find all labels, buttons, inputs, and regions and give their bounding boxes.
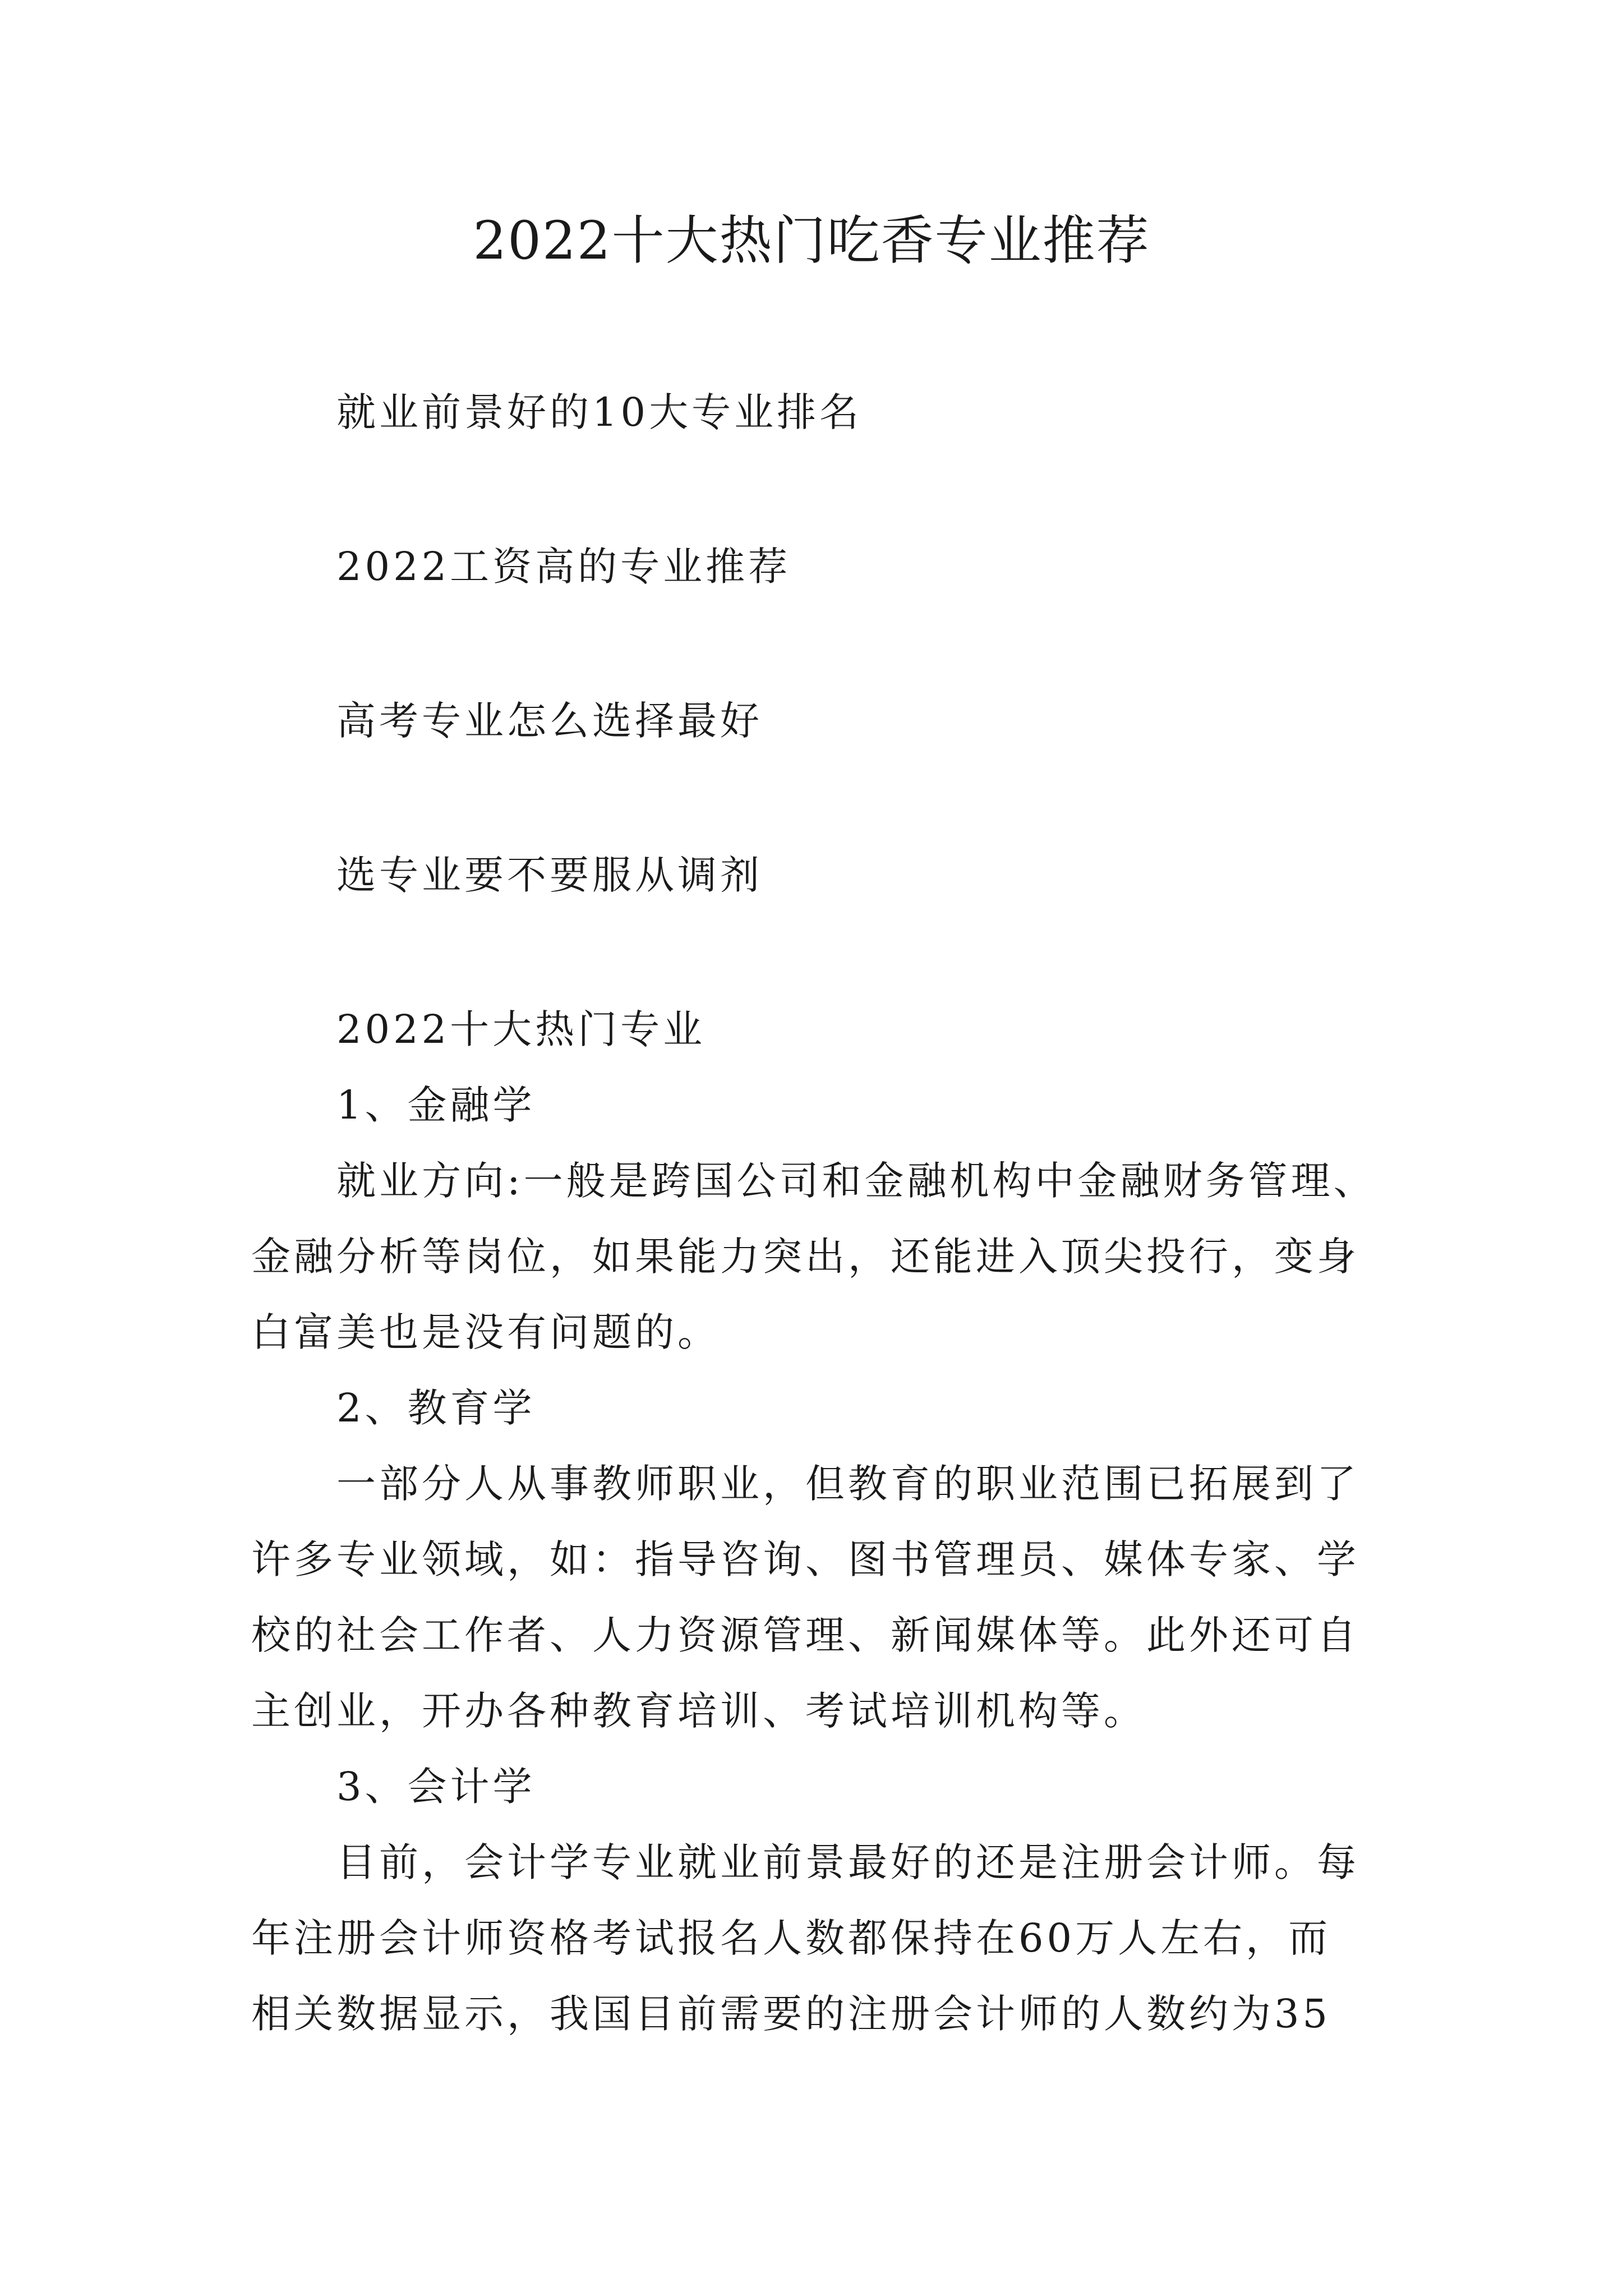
section-heading: 2022十大热门专业	[336, 1006, 706, 1052]
paragraph-line: 就业方向:一般是跨国公司和金融机构中金融财务管理、	[336, 1158, 1376, 1204]
item-heading-accounting: 3、会计学	[336, 1764, 536, 1810]
item-heading-education: 2、教育学	[336, 1385, 536, 1431]
link-top-10-majors[interactable]: 就业前景好的10大专业排名	[336, 389, 863, 435]
paragraph-line: 金融分析等岗位，如果能力突出，还能进入顶尖投行，变身	[251, 1234, 1359, 1280]
link-high-salary-majors[interactable]: 2022工资高的专业推荐	[336, 544, 791, 590]
paragraph-line: 许多专业领域，如：指导咨询、图书管理员、媒体专家、学	[251, 1536, 1359, 1582]
link-major-adjustment[interactable]: 选专业要不要服从调剂	[336, 852, 763, 898]
paragraph-line: 主创业，开办各种教育培训、考试培训机构等。	[251, 1688, 1146, 1734]
paragraph-line: 目前，会计学专业就业前景最好的还是注册会计师。每	[336, 1839, 1359, 1885]
paragraph-line: 校的社会工作者、人力资源管理、新闻媒体等。此外还可自	[251, 1612, 1359, 1658]
paragraph-line: 白富美也是没有问题的。	[251, 1309, 720, 1355]
link-choose-major[interactable]: 高考专业怎么选择最好	[336, 698, 763, 744]
paragraph-line: 一部分人从事教师职业，但教育的职业范围已拓展到了	[336, 1461, 1359, 1507]
paragraph-line: 年注册会计师资格考试报名人数都保持在60万人左右，而	[251, 1915, 1331, 1961]
document-title: 2022十大热门吃香专业推荐	[473, 210, 1150, 272]
paragraph-line: 相关数据显示，我国目前需要的注册会计师的人数约为35	[251, 1991, 1331, 2037]
item-heading-finance: 1、金融学	[336, 1082, 536, 1128]
